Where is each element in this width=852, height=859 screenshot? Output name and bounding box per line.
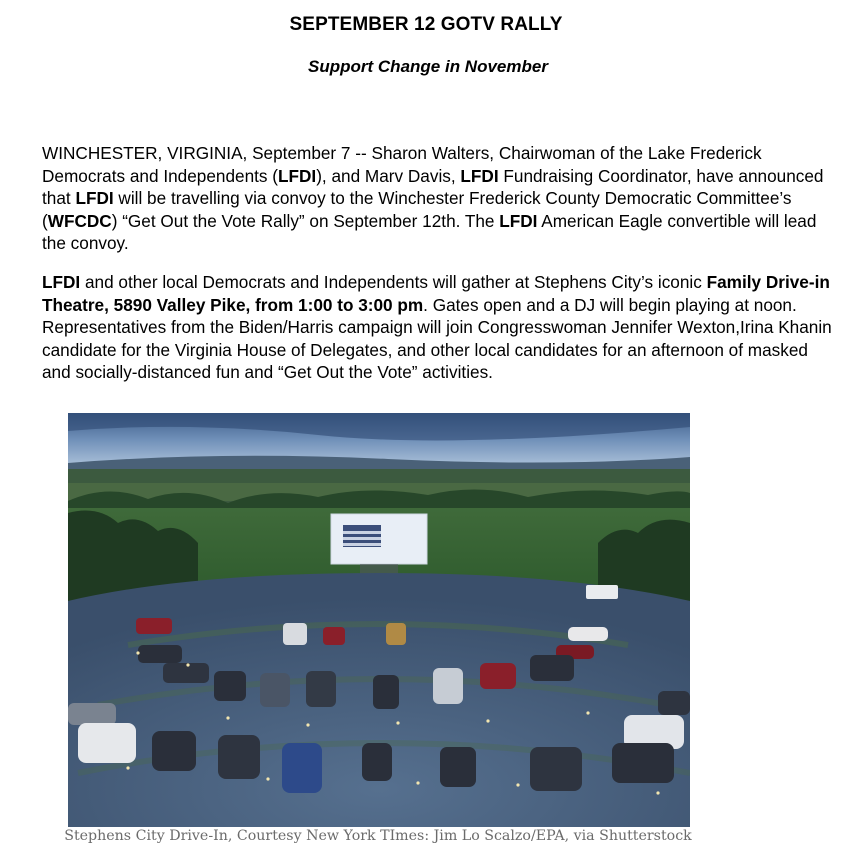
bold-acronym: LFDI [460, 165, 499, 186]
paragraph-text: Fundraising Coordinator, have announced that [42, 165, 824, 209]
bold-acronym: LFDI [499, 210, 538, 231]
paragraph-text: and other local Democrats and Independents will gather at Stephens City’s iconic [80, 272, 707, 292]
paragraph-text: . Gates open and a DJ will begin playing at noon. Representatives from the Biden/Harris campaign will join Congresswoman Jennifer Wexton,Irina Khanin candidate for the Virginia House of Delegates, and other local candidates for an afternoon of masked and socially-distanced fun and “Get Out the Vote” activities. [42, 294, 832, 383]
bold-acronym: LFDI [75, 188, 114, 209]
document-subtitle: Support Change in November [308, 57, 548, 76]
bold-acronym: LFDI [278, 165, 317, 186]
bold-acronym: LFDI [42, 272, 81, 292]
paragraph-announcement [42, 142, 832, 255]
paragraph-event-details [42, 271, 832, 384]
paragraph-text: American Eagle convertible will lead the convoy. [42, 210, 817, 254]
flag-icon [343, 525, 381, 547]
drive-in-theater-photo [68, 413, 690, 827]
photo-caption: Stephens City Drive-In, Courtesy New York TImes: Jim Lo Scalzo/EPA, via Shutterstock [64, 828, 692, 844]
paragraph-text: ), and Marv Davis, [316, 165, 461, 186]
bold-acronym: WFCDC [47, 210, 112, 231]
paragraph-text: WINCHESTER, VIRGINIA, September 7 -- Sharon Walters, Chairwoman of the Lake Frederick Democrats and Independents ( [42, 143, 762, 186]
paragraph-text: ) “Get Out the Vote Rally” on September 12th. The [111, 210, 500, 231]
bold-venue: Family Drive-in Theatre, 5890 Valley Pike, from 1:00 to 3:00 pm [42, 272, 830, 315]
document-title: SEPTEMBER 12 GOTV RALLY [289, 14, 563, 35]
paragraph-text: will be travelling via convoy to the Winchester Frederick County Democratic Committee’s ( [42, 188, 792, 231]
